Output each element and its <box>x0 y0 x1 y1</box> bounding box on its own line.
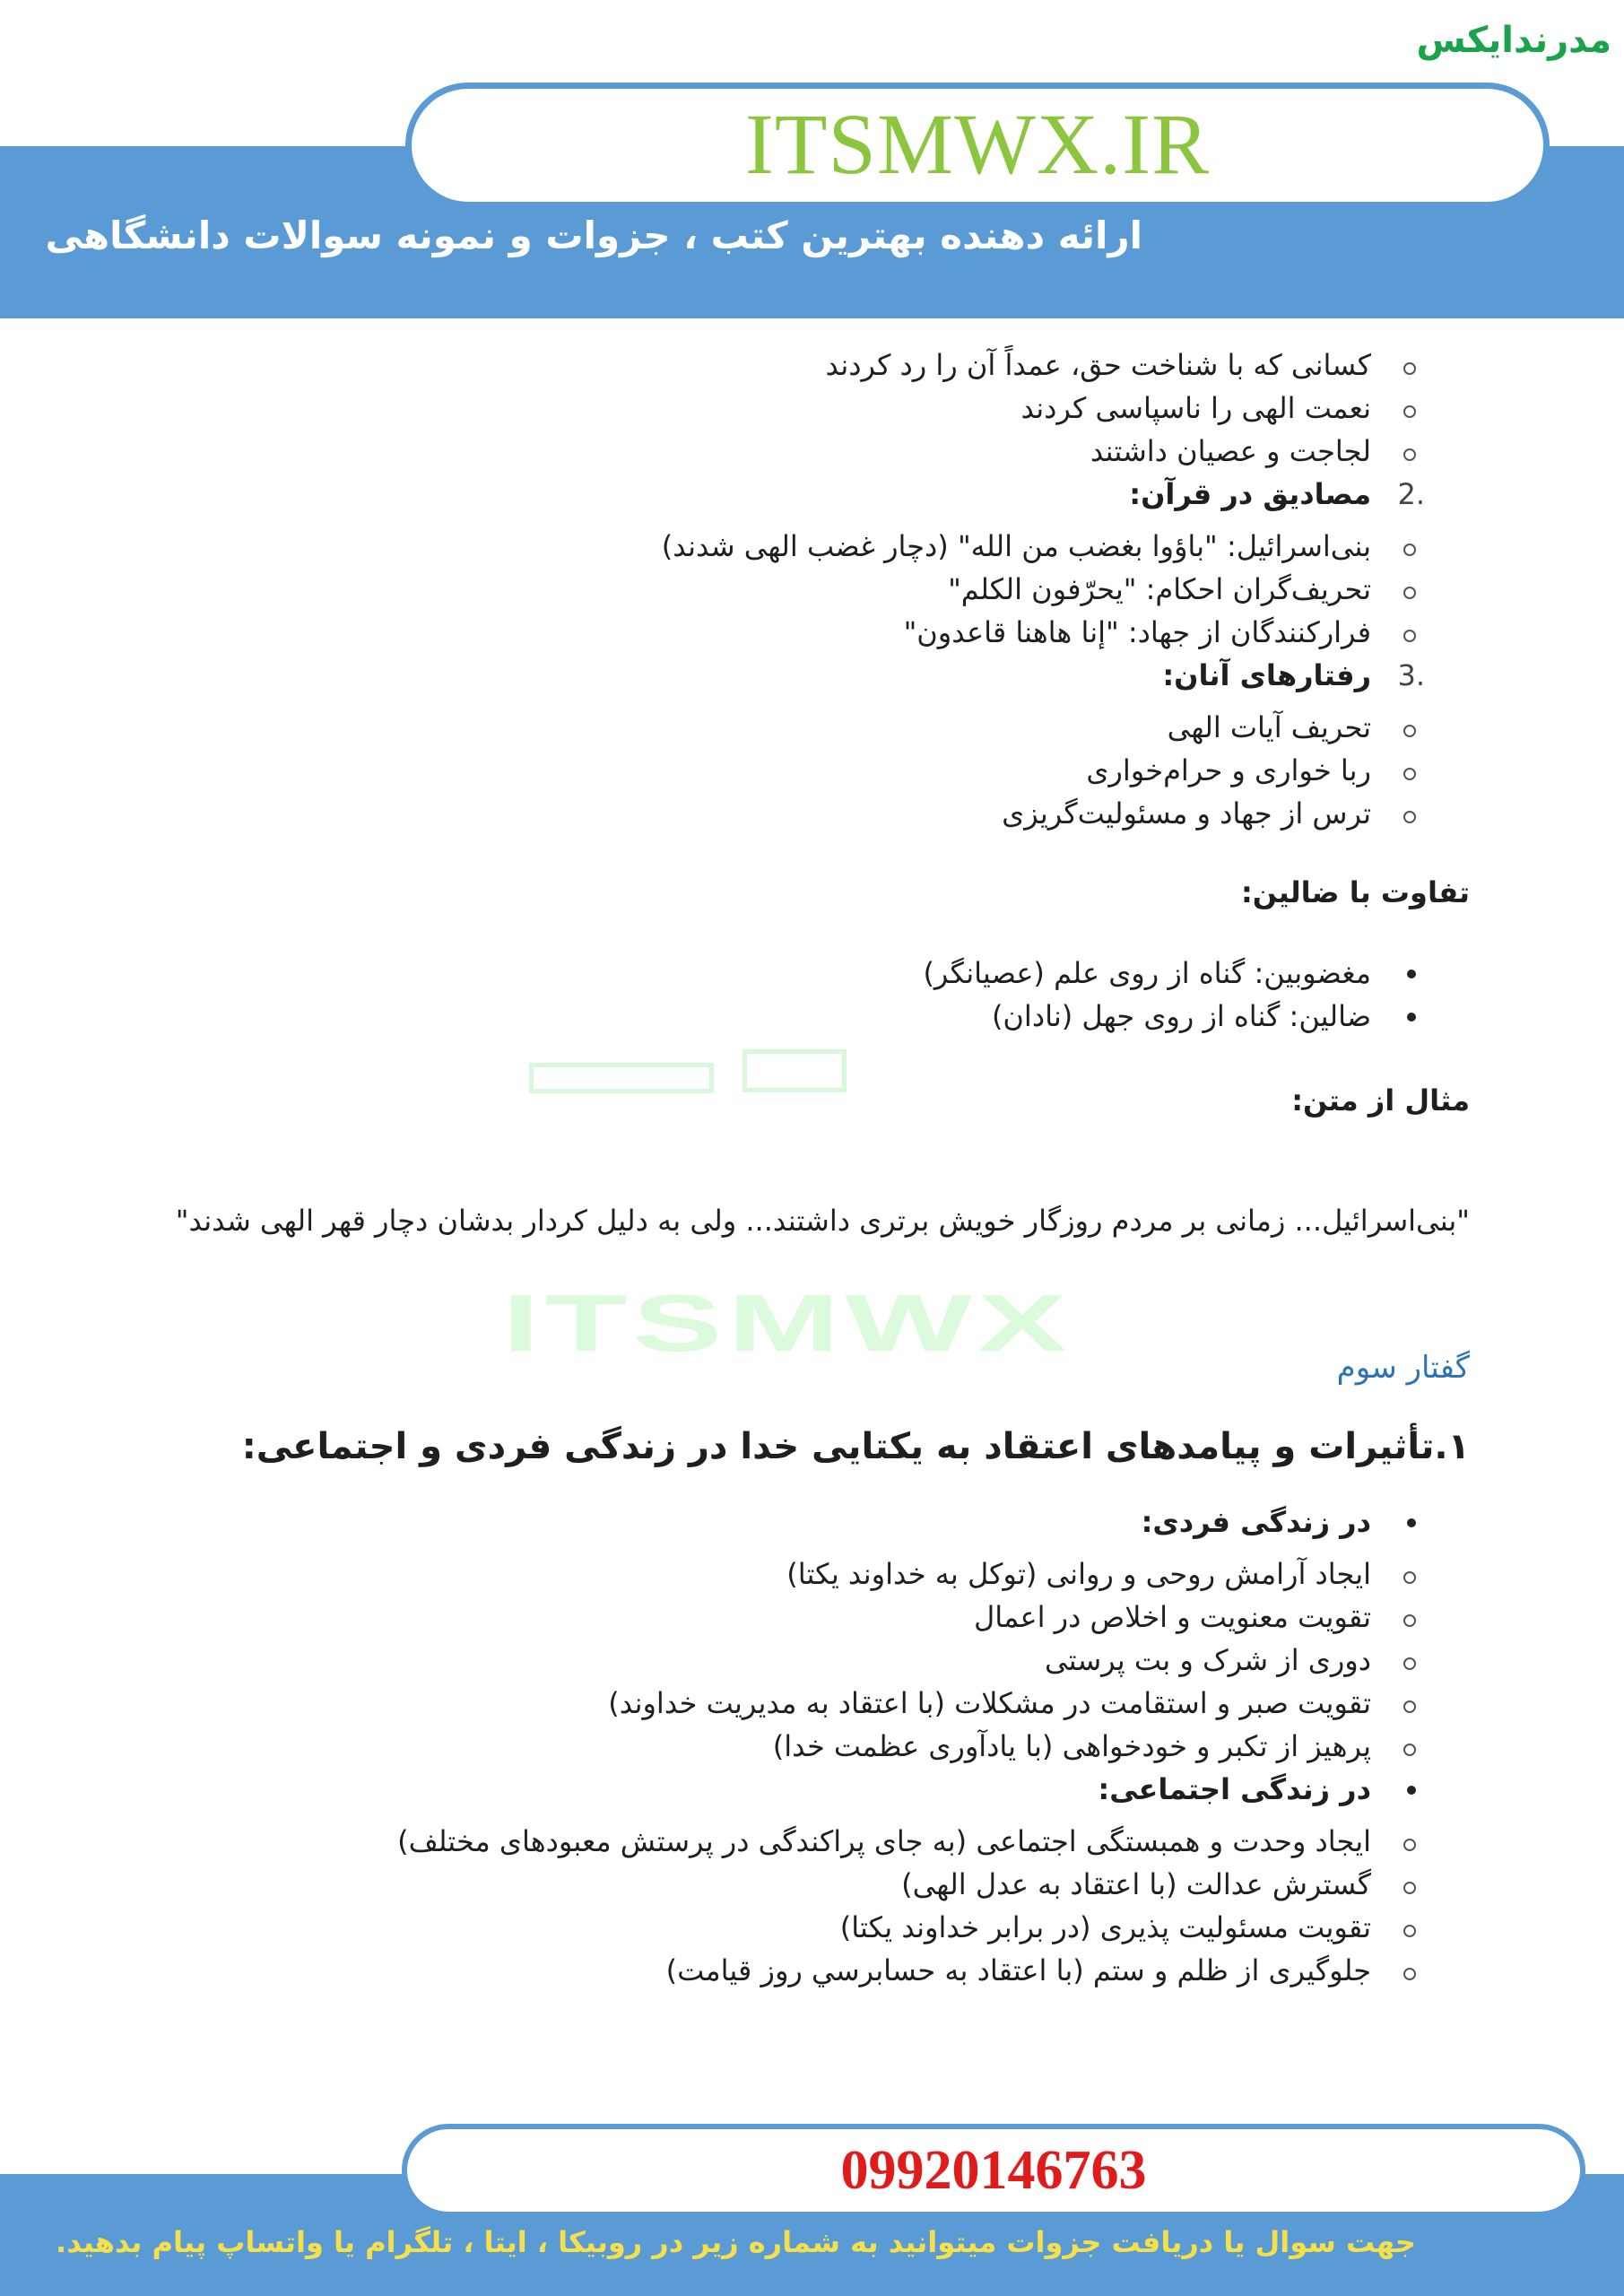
list-item: مغضوبین: گناه از روی علم (عصیانگر) <box>161 952 1470 995</box>
list-number: 2. <box>1397 477 1425 511</box>
list-item: جلوگیری از ظلم و ستم (با اعتقاد به حسابرسي روز قیامت) <box>161 1949 1470 1992</box>
list-item: لجاجت و عصیان داشتند <box>161 430 1470 473</box>
contact-phone[interactable]: 09920146763 <box>840 2140 1147 2201</box>
list-items-c <box>161 706 1470 835</box>
document-body <box>161 344 1470 1992</box>
numbered-heading-3 <box>161 654 1470 697</box>
part3-label[interactable]: گفتار سوم <box>1336 1350 1470 1386</box>
header-tagline: ارائه دهنده بهترین کتب ، جزوات و نمونه سوالات دانشگاهی <box>45 213 1142 257</box>
list-item: ربا خواری و حرام‌خواری <box>161 749 1470 792</box>
list-items-a <box>161 344 1470 473</box>
difference-title: تفاوت با ضالین: <box>1240 875 1470 909</box>
social-block <box>161 1768 1470 1811</box>
list-item: گسترش عدالت (با اعتقاد به عدل الهی) <box>161 1863 1470 1906</box>
list-item: تقویت صبر و استقامت در مشکلات (با اعتقاد به مدیریت خداوند) <box>161 1682 1470 1725</box>
footer-contact-text: جهت سوال یا دریافت جزوات میتوانید به شماره زیر در روبیکا ، ایتا ، تلگرام یا واتساپ پیام بدهید. <box>56 2225 1416 2259</box>
example-title: مثال از متن: <box>1291 1083 1470 1118</box>
list-item: ضالین: گناه از روی جهل (نادان) <box>161 995 1470 1038</box>
example-quote: "بنی‌اسرائیل... زمانی بر مردم روزگار خویش برتری داشتند... ولی به دلیل کردار بدشان دچار قهر الهی شدند" <box>175 1204 1470 1238</box>
site-name[interactable]: ITSMWX.IR <box>744 96 1211 192</box>
list-item: فرارکنندگان از جهاد: "إنا هاهنا قاعدون" <box>161 611 1470 654</box>
difference-list <box>161 952 1470 1038</box>
social-heading: در زندگی اجتماعی: <box>161 1768 1470 1811</box>
list-item: ایجاد آرامش روحی و روانی (توکل به خداوند یکتا) <box>161 1552 1470 1596</box>
brand-logo-text: مدرندایکس <box>1416 20 1611 61</box>
individual-items <box>161 1552 1470 1768</box>
heading-text: رفتارهای آنان: <box>1162 658 1371 692</box>
list-item: ایجاد وحدت و همبستگی اجتماعی (به جای پراکندگی در پرستش معبودهای مختلف) <box>161 1820 1470 1863</box>
effects-list <box>161 1500 1470 1544</box>
numbered-heading-2 <box>161 473 1470 516</box>
list-item: ترس از جهاد و مسئولیت‌گریزی <box>161 792 1470 835</box>
list-item: تحریف آیات الهی <box>161 706 1470 749</box>
individual-heading: در زندگی فردی: <box>161 1500 1470 1544</box>
heading-text: مصادیق در قرآن: <box>1129 477 1371 511</box>
list-item: پرهیز از تکبر و خودخواهی (با یادآوری عظمت خدا) <box>161 1725 1470 1768</box>
list-number: 3. <box>1397 658 1425 692</box>
list-item: تحریف‌گران احکام: "یحرّفون الکلم" <box>161 568 1470 611</box>
list-item: نعمت الهی را ناسپاسی کردند <box>161 387 1470 430</box>
list-item: تقویت معنویت و اخلاص در اعمال <box>161 1596 1470 1639</box>
list-items-b <box>161 525 1470 654</box>
list-item: دوری از شرک و بت پرستی <box>161 1639 1470 1682</box>
social-items <box>161 1820 1470 1992</box>
watermark-logo: ITSMWX <box>502 1277 1073 1369</box>
list-item: بنی‌اسرائیل: "باؤوا بغضب من الله" (دچار غضب الهی شدند) <box>161 525 1470 568</box>
list-item: کسانی که با شناخت حق، عمداً آن را رد کردند <box>161 344 1470 387</box>
list-item: تقویت مسئولیت پذیری (در برابر خداوند یکتا) <box>161 1906 1470 1949</box>
part3-title: ۱.تأثیرات و پیامدهای اعتقاد به یکتایی خدا در زندگی فردی و اجتماعی: <box>241 1426 1470 1467</box>
